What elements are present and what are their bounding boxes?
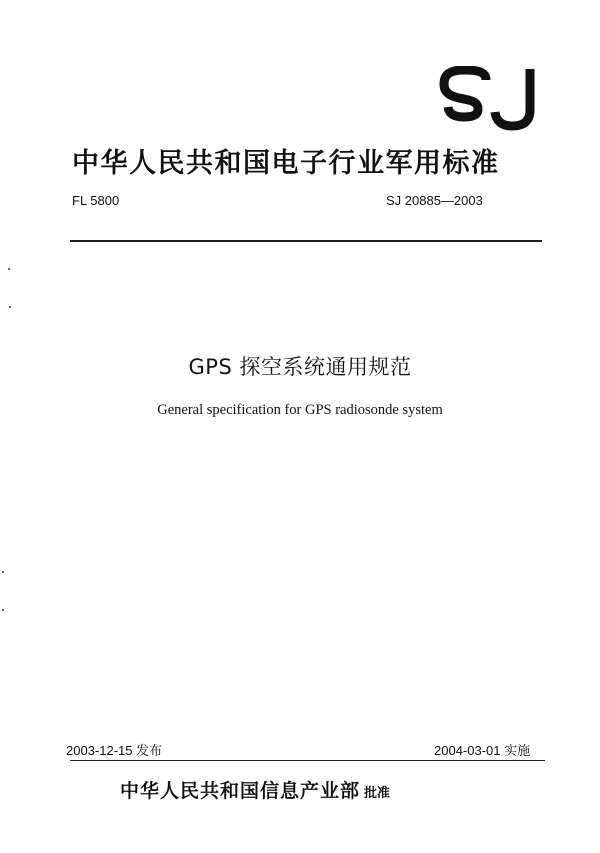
approver-line bbox=[120, 776, 390, 803]
fl-classification-code: FL 5800 bbox=[72, 193, 120, 208]
header-divider bbox=[70, 240, 542, 242]
scan-speck bbox=[9, 306, 11, 308]
document-title-chinese: GPS 探空系统通用规范 bbox=[188, 355, 412, 379]
standard-number: SJ 20885—2003 bbox=[386, 193, 483, 208]
approver-organization: 中华人民共和国信息产业部 bbox=[120, 780, 361, 802]
issue-date: 2003-12-15 发布 bbox=[66, 743, 163, 758]
footer-divider bbox=[70, 760, 545, 761]
document-title-english: General specification for GPS radiosonde system bbox=[157, 402, 443, 418]
implementation-date: 2004-03-01 实施 bbox=[434, 743, 531, 758]
scan-speck bbox=[8, 268, 10, 270]
scan-speck bbox=[2, 609, 4, 611]
approver-action: 批准 bbox=[364, 786, 391, 801]
standard-title: 中华人民共和国电子行业军用标准 bbox=[72, 148, 500, 179]
sj-logo-icon bbox=[438, 66, 548, 136]
scan-speck bbox=[2, 571, 4, 573]
